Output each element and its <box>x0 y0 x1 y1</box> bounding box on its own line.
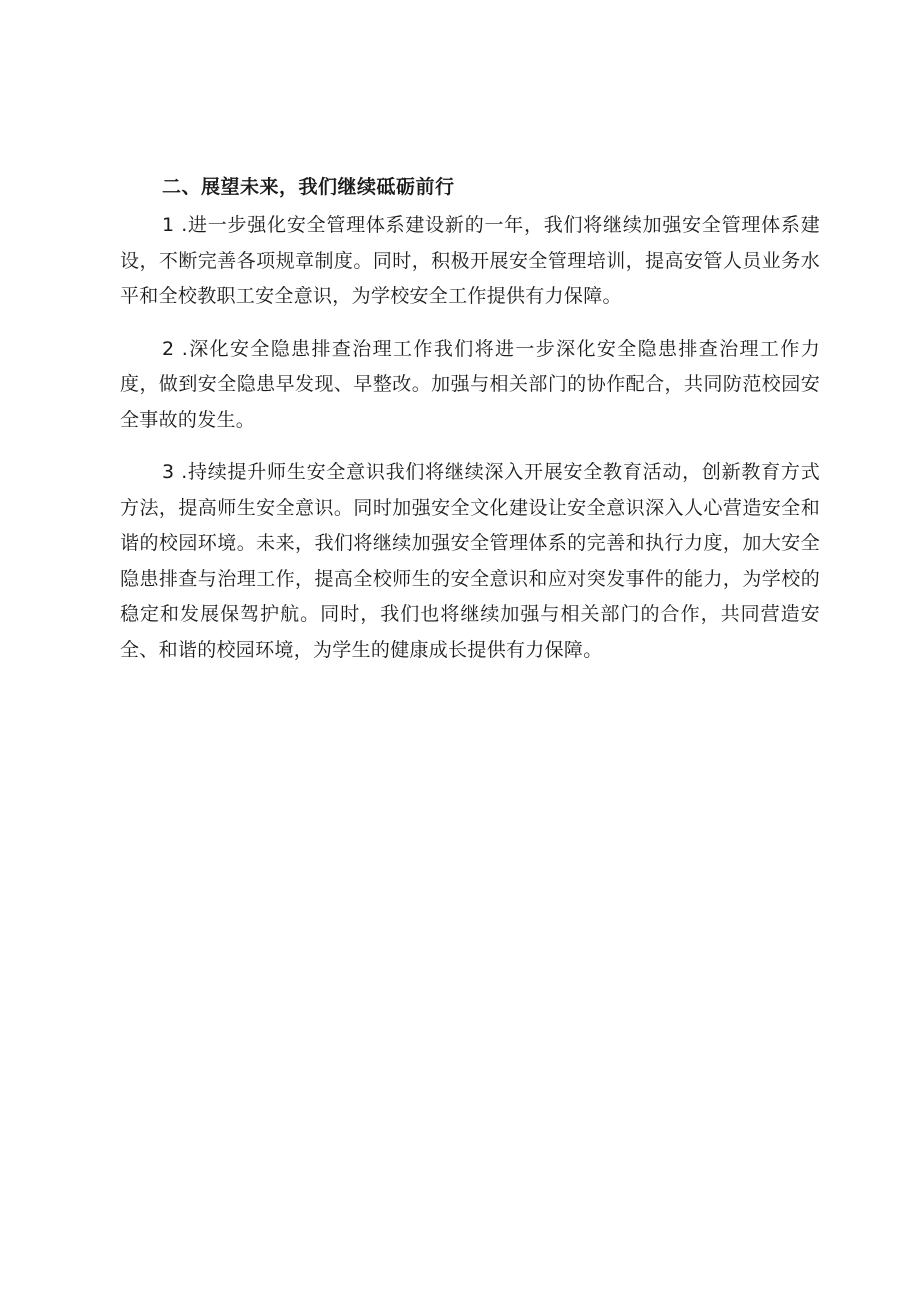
paragraph-1: 1 .进一步强化安全管理体系建设新的一年，我们将继续加强安全管理体系建设，不断完善各项规章制度。同时，积极开展安全管理培训，提高安管人员业务水平和全校教职工安全意识，为学校安全工作提供有力保障。 <box>120 214 820 307</box>
paragraph-2: 2 .深化安全隐患排查治理工作我们将进一步深化安全隐患排查治理工作力度，做到安全隐患早发现、早整改。加强与相关部门的协作配合，共同防范校园安全事故的发生。 <box>120 337 820 431</box>
document-body <box>120 168 820 668</box>
section-heading: 二、展望未来，我们继续砥砺前行 <box>162 176 455 198</box>
paragraph-3: 3 .持续提升师生安全意识我们将继续深入开展安全教育活动，创新教育方式方法，提高师生安全意识。同时加强安全文化建设让安全意识深入人心营造安全和谐的校园环境。未来，我们将继续加强安全管理体系的完善和执行力度，加大安全隐患排查与治理工作，提高全校师生的安全意识和应对突发事件的能力，为学校的稳定和发展保驾护航。同时，我们也将继续加强与相关部门的合作，共同营造安全、和谐的校园环境，为学生的健康成长提供有力保障。 <box>120 461 820 661</box>
